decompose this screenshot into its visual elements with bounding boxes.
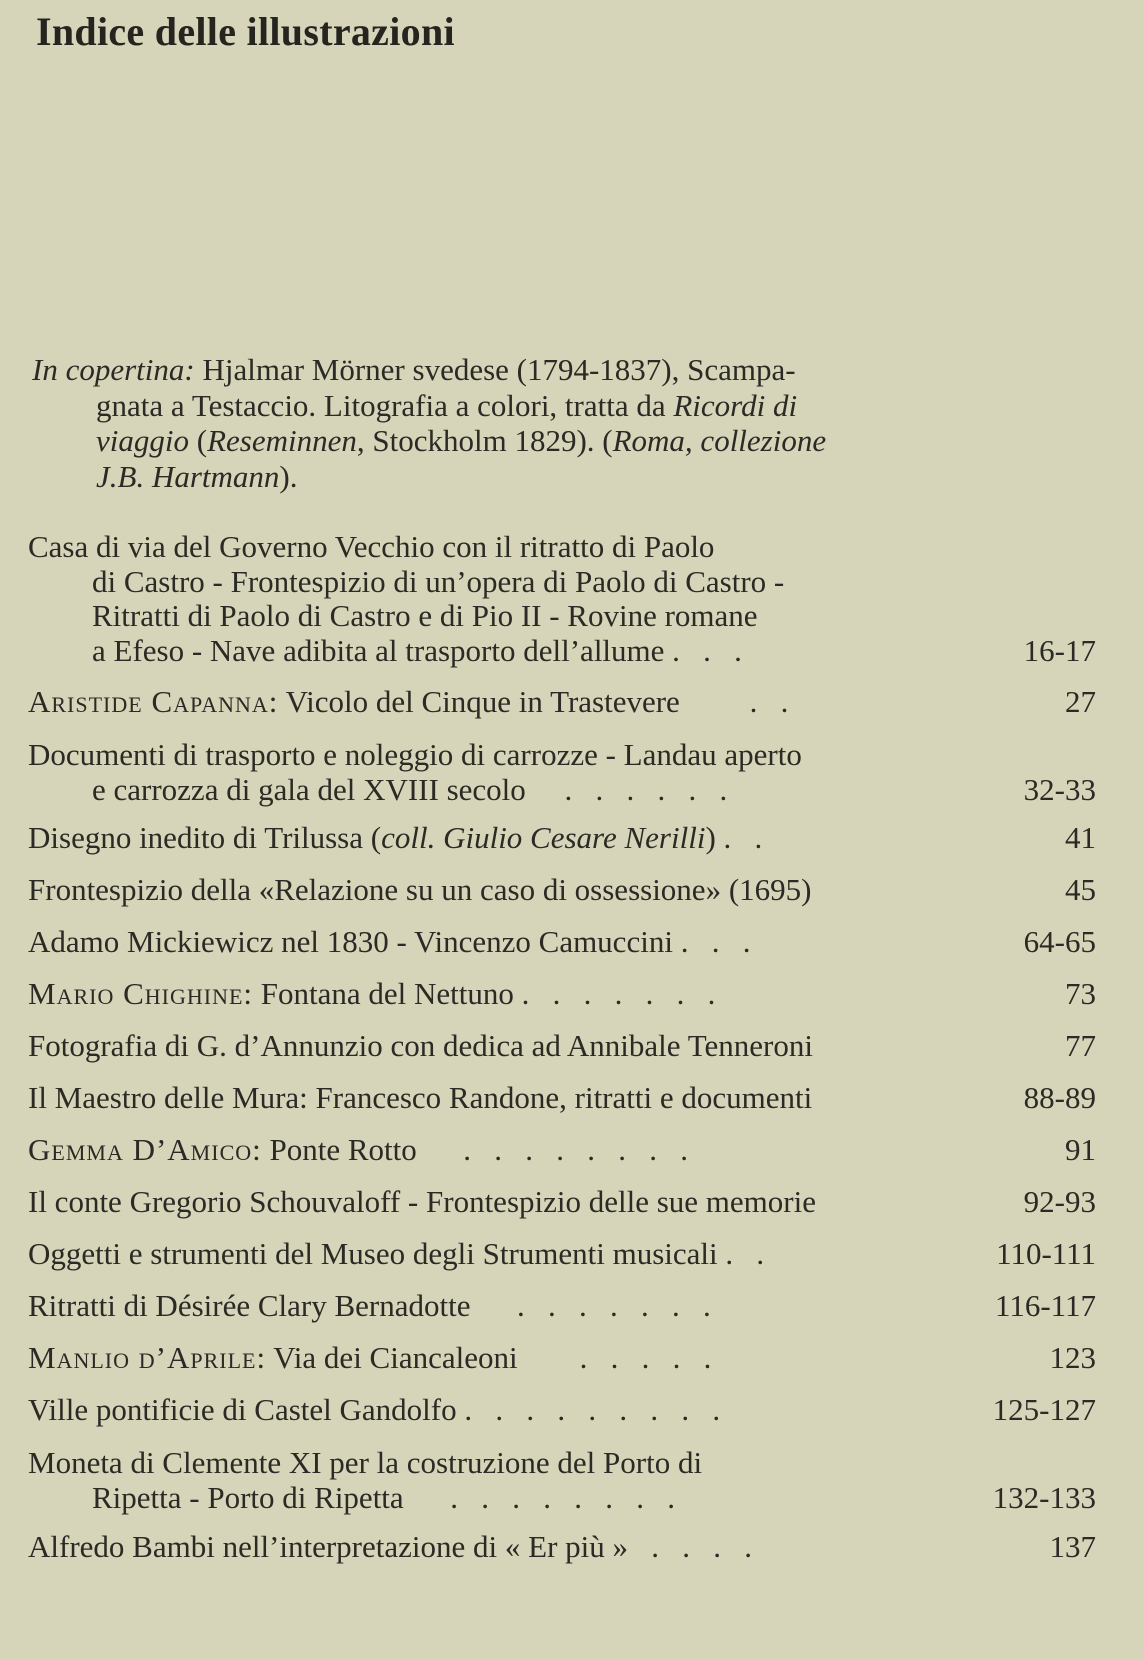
page-number: 91 <box>1065 1132 1096 1167</box>
page-number: 110-111 <box>996 1236 1096 1271</box>
page-number: 16-17 <box>1023 632 1096 668</box>
leader-dots: . . . . . . . . <box>450 1480 675 1515</box>
index-entry <box>28 1530 1120 1565</box>
entry-line <box>28 565 978 600</box>
page-number: 92-93 <box>1023 1184 1096 1219</box>
index-entry <box>28 738 1120 807</box>
entry-text: Ponte Rotto <box>269 1132 417 1167</box>
cover-text-3-a: ( <box>196 423 208 458</box>
leader-dots: . . . . . . . <box>516 1288 711 1323</box>
cover-text-3-b: , Stockholm 1829). ( <box>356 423 613 458</box>
index-entry <box>28 685 1120 720</box>
leader-dots: . . <box>749 684 789 719</box>
cover-text-2: gnata a Testaccio. Litografia a colori, tratta da <box>96 387 666 423</box>
entry-text-end: ) <box>705 820 716 855</box>
leader-dots: . . . <box>672 633 742 668</box>
entry-line <box>28 773 978 808</box>
page-number: 73 <box>1065 976 1096 1011</box>
entry-text: Moneta di Clemente XI per la costruzione del Porto di <box>28 1445 703 1480</box>
cover-text-3-italic-1: viaggio <box>96 423 189 458</box>
entry-text: Ville pontificie di Castel Gandolfo <box>28 1392 457 1427</box>
page-number: 32-33 <box>1023 771 1096 807</box>
entry-text: Fotografia di G. d’Annunzio con dedica ad Annibale Tenneroni <box>28 1028 813 1063</box>
cover-line-3 <box>32 423 982 459</box>
entry-text: Ripetta - Porto di Ripetta <box>92 1480 404 1515</box>
entry-author: Aristide Capanna: <box>28 684 279 719</box>
page-number: 137 <box>1049 1529 1096 1564</box>
cover-line-2 <box>32 388 982 424</box>
cover-text-2-italic: Ricordi di <box>673 387 798 423</box>
index-entry <box>28 1081 1120 1116</box>
page-number: 64-65 <box>1023 924 1096 959</box>
index-entry <box>28 977 1120 1012</box>
entry-text: Ritratti di Désirée Clary Bernadotte <box>28 1288 471 1323</box>
cover-note <box>32 352 982 494</box>
entry-text: Adamo Mickiewicz nel 1830 - Vincenzo Camuccini <box>28 924 673 959</box>
cover-line-1 <box>32 352 982 388</box>
index-entry <box>28 1185 1120 1220</box>
page-title: Indice delle illustrazioni <box>36 9 455 54</box>
entry-text: Oggetti e strumenti del Museo degli Strumenti musicali <box>28 1236 718 1271</box>
entry-line <box>28 1481 978 1516</box>
entry-line <box>28 738 978 773</box>
leader-dots: . . . . . . <box>564 772 728 807</box>
entry-text: Via dei Ciancaleoni <box>273 1340 518 1375</box>
entry-text: Vicolo del Cinque in Trastevere <box>285 684 680 719</box>
leader-dots: . . . . <box>651 1529 753 1564</box>
entry-text: Documenti di trasporto e noleggio di carrozze - Landau aperto <box>28 737 802 772</box>
leader-dots: . . . . . . . <box>521 976 716 1011</box>
entry-text: a Efeso - Nave adibita al trasporto dell’allume <box>92 633 665 668</box>
entry-line <box>28 1446 978 1481</box>
cover-text-4-b: ). <box>279 458 298 494</box>
index-entry <box>28 1237 1120 1272</box>
index-entry <box>28 1029 1120 1064</box>
entry-text-italic: coll. Giulio Cesare Nerilli <box>381 820 706 855</box>
leader-dots: . . . . . <box>579 1340 712 1375</box>
entry-text: Fontana del Nettuno <box>260 976 514 1011</box>
leader-dots: . . . <box>680 924 751 959</box>
index-entry <box>28 925 1120 960</box>
entry-line <box>28 599 978 634</box>
entry-text: Disegno inedito di Trilussa ( <box>28 820 382 855</box>
entry-text: Alfredo Bambi nell’interpretazione di « Er più » <box>28 1529 629 1564</box>
entry-text: Frontespizio della «Relazione su un caso di ossessione» (1695) <box>28 872 812 907</box>
entry-text: Il Maestro delle Mura: Francesco Randone, ritratti e documenti <box>28 1080 813 1115</box>
index-entry <box>28 1341 1120 1376</box>
cover-label: In copertina: <box>32 352 195 387</box>
entry-text: Il conte Gregorio Schouvaloff - Frontespizio delle sue memorie <box>28 1184 816 1219</box>
index-entry <box>28 873 1120 908</box>
page-number: 41 <box>1065 820 1096 855</box>
cover-text-3-italic-3: Roma, collezione <box>612 423 827 458</box>
cover-text-1: Hjalmar Mörner svedese (1794-1837), Scampa- <box>202 352 796 387</box>
entry-author: Gemma D’Amico: <box>28 1132 262 1167</box>
leader-dots: . . . . . . . . <box>463 1132 689 1167</box>
leader-dots: . . <box>723 820 763 855</box>
index-entry <box>28 1289 1120 1324</box>
entry-author: Manlio d’Aprile: <box>28 1340 267 1375</box>
page-number: 132-133 <box>992 1479 1096 1515</box>
cover-text-3-italic-2: Reseminnen <box>207 423 357 458</box>
index-entry <box>28 821 1120 856</box>
entry-text: Ritratti di Paolo di Castro e di Pio II - Rovine romane <box>92 598 758 633</box>
page-number: 123 <box>1049 1340 1096 1375</box>
page-number: 116-117 <box>994 1288 1096 1323</box>
index-entry <box>28 530 1120 668</box>
page-number: 88-89 <box>1023 1080 1096 1115</box>
entry-author: Mario Chighine: <box>28 976 254 1011</box>
entry-text: Casa di via del Governo Vecchio con il ritratto di Paolo <box>28 529 715 564</box>
leader-dots: . . . . . . . . . <box>464 1392 721 1427</box>
cover-text-4-italic: J.B. Hartmann <box>96 458 280 494</box>
page-number: 125-127 <box>992 1392 1096 1427</box>
index-entry <box>28 1446 1120 1515</box>
entry-text: e carrozza di gala del XVIII secolo <box>92 772 526 807</box>
index-entry <box>28 1133 1120 1168</box>
leader-dots: . . <box>725 1236 765 1271</box>
entry-line <box>28 530 978 565</box>
page-number: 45 <box>1065 872 1096 907</box>
page-number: 77 <box>1065 1028 1096 1063</box>
entry-line <box>28 634 978 669</box>
cover-line-4 <box>32 459 982 495</box>
index-entry <box>28 1393 1120 1428</box>
page-number: 27 <box>1065 684 1096 719</box>
entry-text: di Castro - Frontespizio di un’opera di Paolo di Castro - <box>92 563 785 599</box>
